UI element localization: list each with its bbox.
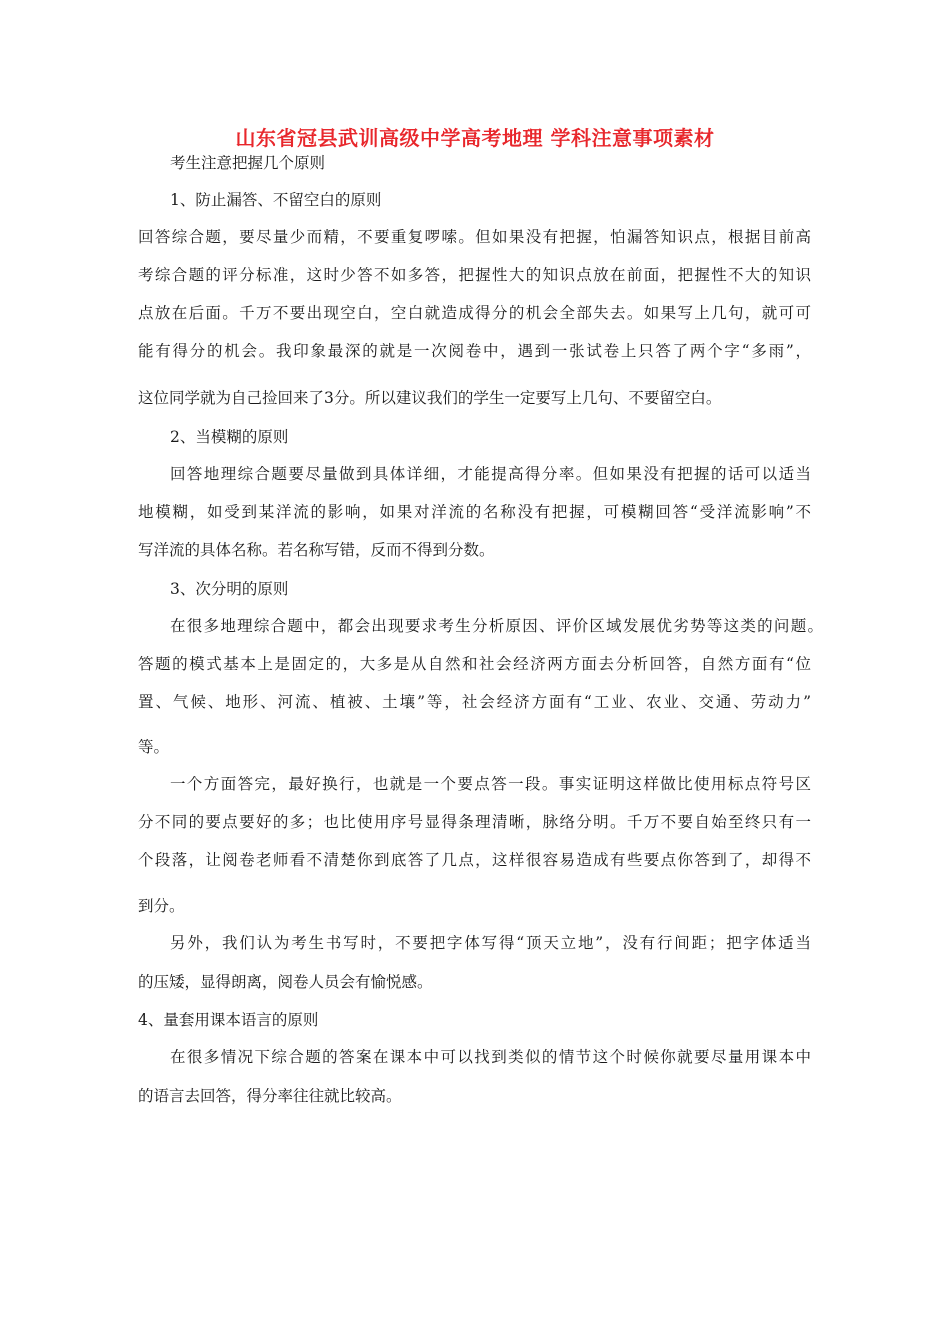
paragraph-line: 另外，我们认为考生书写时，不要把字体写得“顶天立地”，没有行间距；把字体适当	[170, 934, 811, 952]
heading-3: 3、次分明的原则	[170, 580, 289, 598]
paragraph-line: 一个方面答完，最好换行，也就是一个要点答一段。事实证明这样做比使用标点符号区	[170, 775, 811, 793]
intro-line: 考生注意把握几个原则	[170, 154, 326, 172]
paragraph-line: 回答地理综合题要尽量做到具体详细，才能提高得分率。但如果没有把握的话可以适当	[170, 465, 811, 483]
paragraph-line: 点放在后面。千万不要出现空白，空白就造成得分的机会全部失去。如果写上几句，就可可	[138, 304, 811, 322]
paragraph-line: 回答综合题，要尽量少而精，不要重复啰嗦。但如果没有把握，怕漏答知识点，根据目前高	[138, 228, 811, 246]
paragraph-line: 在很多地理综合题中，都会出现要求考生分析原因、评价区域发展优劣势等这类的问题。	[170, 617, 823, 635]
paragraph-line: 考综合题的评分标准，这时少答不如多答，把握性大的知识点放在前面，把握性不大的知识	[138, 266, 811, 284]
paragraph-line: 等。	[138, 738, 170, 756]
heading-1: 1、防止漏答、不留空白的原则	[170, 191, 382, 209]
paragraph-line: 在很多情况下综合题的答案在课本中可以找到类似的情节这个时候你就要尽量用课本中	[170, 1048, 811, 1066]
paragraph-line: 能有得分的机会。我印象最深的就是一次阅卷中，遇到一张试卷上只答了两个字“多雨”，	[138, 342, 811, 360]
paragraph-line: 写洋流的具体名称。若名称写错，反而不得到分数。	[138, 541, 495, 559]
paragraph-line: 到分。	[138, 897, 185, 915]
document-title: 山东省冠县武训高级中学高考地理 学科注意事项素材	[235, 126, 715, 150]
paragraph-line: 答题的模式基本上是固定的，大多是从自然和社会经济两方面去分析回答，自然方面有“位	[138, 655, 811, 673]
heading-4: 4、量套用课本语言的原则	[138, 1011, 319, 1029]
paragraph-line: 地模糊，如受到某洋流的影响，如果对洋流的名称没有把握，可模糊回答“受洋流影响”不	[138, 503, 811, 521]
paragraph-line: 置、气候、地形、河流、植被、土壤”等，社会经济方面有“工业、农业、交通、劳动力”	[138, 693, 811, 711]
paragraph-line: 分不同的要点要好的多；也比使用序号显得条理清晰，脉络分明。千万不要自始至终只有一	[138, 813, 811, 831]
paragraph-line: 的语言去回答，得分率往往就比较高。	[138, 1087, 402, 1105]
paragraph-line: 这位同学就为自己捡回来了3分。所以建议我们的学生一定要写上几句、不要留空白。	[138, 389, 722, 407]
paragraph-line: 的压矮，显得朗离，阅卷人员会有愉悦感。	[138, 973, 433, 991]
heading-2: 2、当模糊的原则	[170, 428, 289, 446]
paragraph-line: 个段落，让阅卷老师看不清楚你到底答了几点，这样很容易造成有些要点你答到了，却得不	[138, 851, 811, 869]
